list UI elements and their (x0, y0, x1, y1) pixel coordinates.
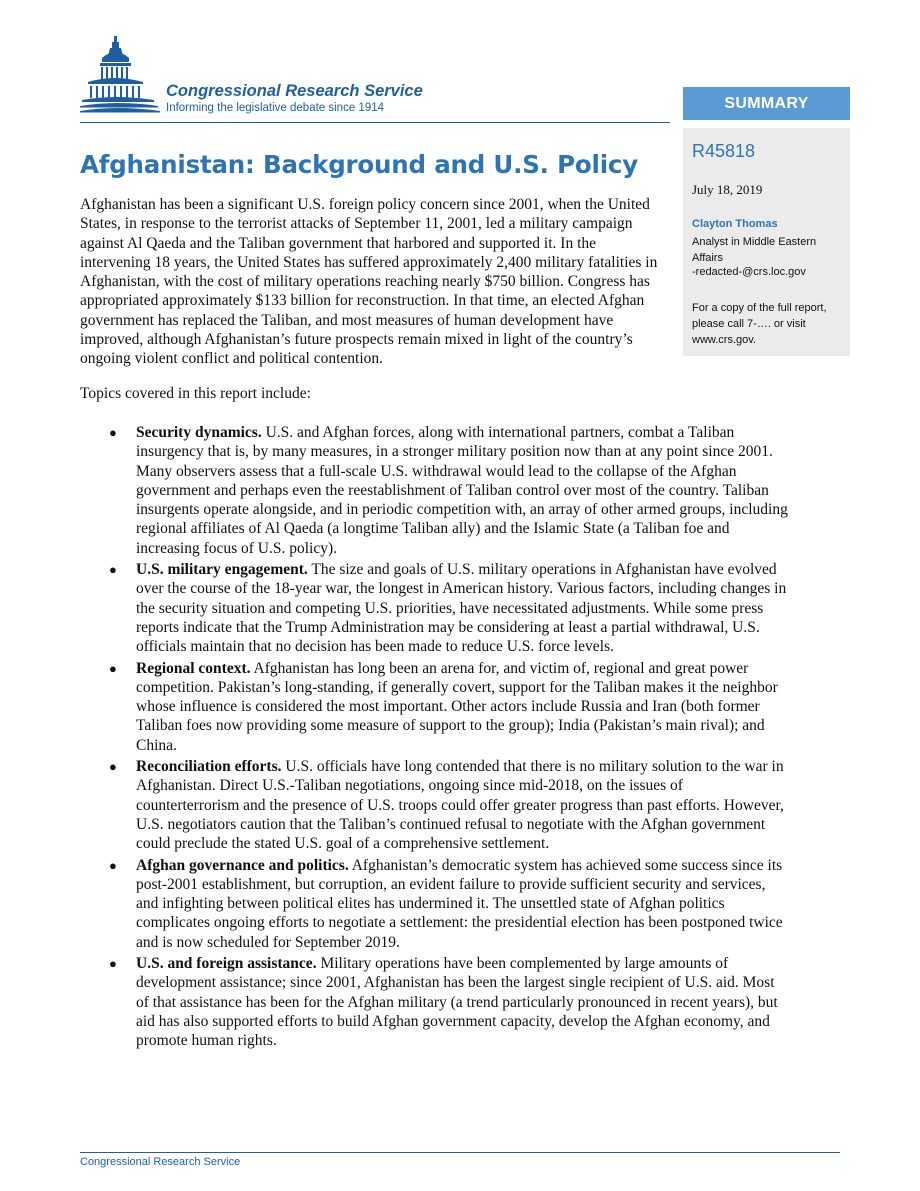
page-title: Afghanistan: Background and U.S. Policy (80, 150, 638, 179)
list-item (107, 954, 790, 1050)
list-item (107, 560, 790, 656)
bullet-icon: ● (109, 425, 117, 440)
capitol-dome-icon (80, 36, 164, 122)
bullet-heading: U.S. and foreign assistance. (136, 955, 317, 973)
topics-lead: Topics covered in this report include: (80, 385, 311, 402)
bullet-heading: Afghan governance and politics. (136, 856, 349, 874)
bullet-text: U.S. officials have long contended that there is no military solution to the war in Afghanistan. Direct U.S.-Taliban negotiations, ongoing since mid-2018, on the issues of counterterrorism and the presence of U.S. troops could offer greater progress than past efforts. However, U.S. negotiators caution that the Taliban’s continued refusal to negotiate with the Afghan government could preclude the stated U.S. goal of a comprehensive settlement. (136, 758, 784, 853)
intro-paragraph: Afghanistan has been a significant U.S. foreign policy concern since 2001, when the United States, in response to the terrorist attacks of September 11, 2001, led a military campaign against Al Qaeda and the Taliban government that harbored and supported it. In the intervening 18 years, the United States has suffered approximately 2,400 military fatalities in Afghanistan, with the cost of military operations reaching nearly $750 billion. Congress has appropriated approximately $133 billion for reconstruction. In that time, an elected Afghan government has replaced the Taliban, and most measures of human development have improved, although Afghanistan’s future prospects remain mixed in light of the country’s ongoing violent conflict and political contention. (80, 196, 658, 368)
topics-list (107, 423, 790, 1053)
list-item (107, 856, 790, 952)
bullet-icon: ● (109, 660, 117, 676)
report-id: R45818 (692, 141, 756, 161)
footer-divider (80, 1152, 840, 1153)
footer-text: Congressional Research Service (80, 1156, 241, 1168)
bullet-text: Military operations have been complemented by large amounts of development assistance; since 2001, Afghanistan has been the largest single recipient of U.S. aid. Most of that assistance has been for the Afghan military (a trend particularly pronounced in recent years), but aid has also supported efforts to build Afghan government capacity, develop the Afghan economy, and promote human rights. (136, 955, 778, 1050)
bullet-text: U.S. and Afghan forces, along with international partners, combat a Taliban insurgency that is, by many measures, in a stronger military position now than at any point since 2001. Many observers assess that a full-scale U.S. withdrawal would lead to the collapse of the Afghan government and perhaps even the reestablishment of Taliban control over most of the country. Taliban insurgents operate alongside, and in periodic competition with, an array of other armed groups, including regional affiliates of Al Qaeda (a longtime Taliban ally) and the Islamic State (a Taliban foe and increasing focus of U.S. policy). (136, 424, 788, 557)
header-divider (80, 122, 670, 123)
org-name: Congressional Research Service (166, 82, 423, 100)
report-date: July 18, 2019 (692, 182, 763, 197)
bullet-heading: U.S. military engagement. (136, 561, 308, 579)
org-tagline: Informing the legislative debate since 1914 (166, 102, 385, 114)
summary-banner: SUMMARY (683, 87, 850, 120)
list-item (107, 659, 790, 755)
bullet-icon: ● (109, 857, 117, 873)
author-title: Analyst in Middle Eastern Affairs (692, 236, 817, 264)
bullet-icon: ● (109, 956, 117, 972)
author-name[interactable]: Clayton Thomas (692, 218, 778, 230)
crs-logo (80, 36, 480, 122)
bullet-text: Afghanistan’s democratic system has achieved some success since its post-2001 establishment, but corruption, an evident failure to provide sufficient security and services, and infighting between political elites has undermined it. The unsettled state of Afghan politics complicates ongoing efforts to negotiate a settlement: the presidential election has been postponed twice and is now scheduled for September 2019. (136, 856, 783, 951)
bullet-heading: Regional context. (136, 659, 251, 677)
bullet-icon: ● (109, 759, 117, 775)
bullet-heading: Security dynamics. (136, 424, 262, 441)
bullet-text: The size and goals of U.S. military operations in Afghanistan have evolved over the course of the 18-year war, the longest in American history. Various factors, including changes in the security situation and competing U.S. priorities, have necessitated adjustments. While some press reports indicate that the Trump Administration may be considering at least a partial withdrawal, U.S. officials maintain that no decision has been made to reduce U.S. force levels. (136, 561, 787, 656)
copy-note: For a copy of the full report, please call 7-…. or visit www.crs.gov. (692, 302, 827, 346)
list-item (107, 757, 790, 853)
bullet-text: Afghanistan has long been an arena for, and victim of, regional and great power competition. Pakistan’s long-standing, if generally covert, support for the Taliban makes it the neighbor whose influence is considered the most important. Other actors include Russia and Iran (both former Taliban foes now providing some measure of support to the group); India (Pakistan’s main rival); and China. (136, 659, 778, 754)
bullet-icon: ● (109, 562, 117, 578)
list-item (107, 423, 790, 558)
bullet-heading: Reconciliation efforts. (136, 758, 282, 776)
author-email[interactable]: -redacted-@crs.loc.gov (692, 266, 806, 278)
